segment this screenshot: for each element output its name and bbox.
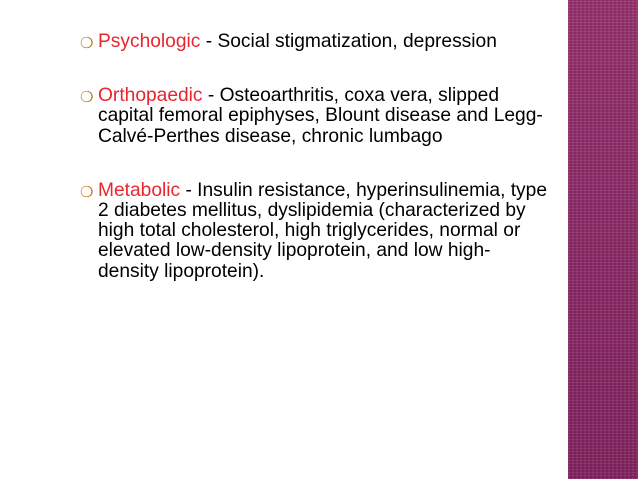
item-term: Orthopaedic bbox=[98, 85, 203, 107]
item-description: - Insulin resistance, hyperinsulinemia, type 2 diabetes mellitus, dyslipidemia (characterized by high total cholesterol, high triglycerides, normal or elevated low-density lipoprotein, and low high-density lipoprotein). bbox=[98, 179, 547, 282]
list-item-orthopaedic bbox=[80, 86, 550, 147]
list-item-metabolic bbox=[80, 181, 550, 282]
item-description: - Osteoarthritis, coxa vera, slipped capital femoral epiphyses, Blount disease and Legg-Calvé-Perthes disease, chronic lumbago bbox=[98, 85, 543, 147]
list-item-psychologic bbox=[80, 32, 550, 52]
circle-outline-check-icon: ❍ bbox=[80, 89, 94, 107]
circle-outline-check-icon: ❍ bbox=[80, 35, 94, 52]
item-description: - Social stigmatization, depression bbox=[200, 31, 497, 52]
circle-outline-check-icon: ❍ bbox=[80, 183, 94, 201]
list-item-text bbox=[98, 86, 550, 147]
decorative-side-bar bbox=[568, 0, 638, 479]
list-item-text bbox=[98, 32, 550, 52]
slide-content bbox=[80, 32, 550, 316]
list-item-text bbox=[98, 181, 550, 282]
item-term: Metabolic bbox=[98, 179, 181, 201]
item-term: Psychologic bbox=[98, 31, 201, 52]
